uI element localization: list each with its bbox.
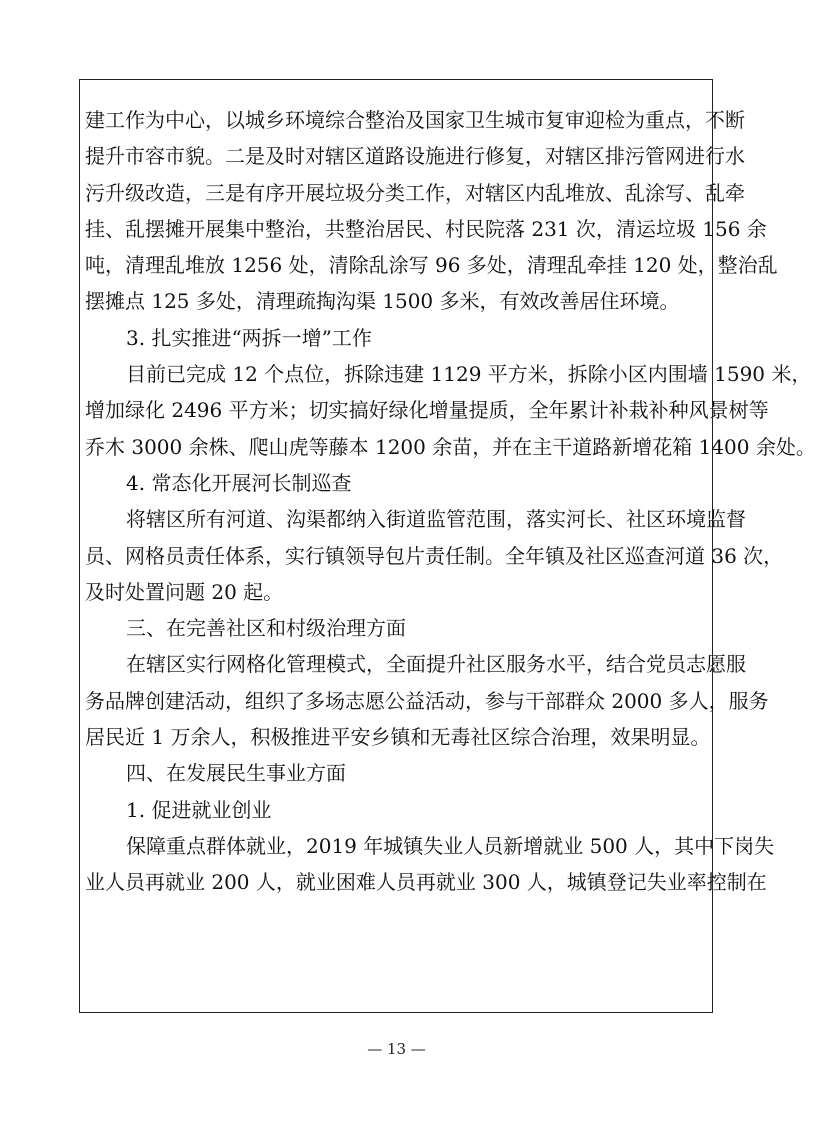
section-heading: 1. 促进就业创业 [126,797,272,822]
paragraph-line: 将辖区所有河道、沟渠都纳入街道监管范围，落实河长、社区环境监督 [126,507,746,532]
document-body [85,102,816,901]
paragraph-line: 在辖区实行网格化管理模式，全面提升社区服务水平，结合党员志愿服 [126,652,746,677]
paragraph-line: 居民近 1 万余人，积极推进平安乡镇和无毒社区综合治理，效果明显。 [85,725,711,750]
paragraph-line: 挂、乱摆摊开展集中整治，共整治居民、村民院落 231 次，清运垃圾 156 余 [85,216,767,241]
document-frame [79,79,816,1013]
section-heading: 4. 常态化开展河长制巡查 [126,470,352,495]
paragraph-line: 乔木 3000 余株、爬山虎等藤本 1200 余苗，并在主干道路新增花箱 1400 余处。 [85,434,816,459]
paragraph-line: 务品牌创建活动，组织了多场志愿公益活动，参与干部群众 2000 多人，服务 [85,688,769,713]
section-heading: 3. 扎实推进“两拆一增”工作 [126,325,372,350]
section-heading: 三、在完善社区和村级治理方面 [126,616,406,641]
paragraph-line: 建工作为中心，以城乡环境综合整治及国家卫生城市复审迎检为重点，不断 [85,108,745,132]
paragraph-line: 摆摊点 125 多处，清理疏掏沟渠 1500 多米，有效改善居住环境。 [85,289,680,314]
paragraph-line: 目前已完成 12 个点位，拆除违建 1129 平方米，拆除小区内围墙 1590 米， [126,362,812,387]
page-number: — 13 — [367,1040,426,1058]
paragraph-line: 增加绿化 2496 平方米；切实搞好绿化增量提质，全年累计补栽补种风景树等 [85,398,769,423]
paragraph-line: 员、网格员责任体系，实行镇领导包片责任制。全年镇及社区巡查河道 36 次， [85,543,784,568]
section-heading: 四、在发展民生事业方面 [126,761,346,786]
paragraph-line: 业人员再就业 200 人，就业困难人员再就业 300 人，城镇登记失业率控制在 [85,870,767,895]
paragraph-line: 吨，清理乱堆放 1256 处，清除乱涂写 96 多处，清理乱牵挂 120 处，整治乱 [85,253,778,278]
paragraph-line: 污升级改造，三是有序开展垃圾分类工作，对辖区内乱堆放、乱涂写、乱牵 [85,180,745,205]
paragraph-line: 及时处置问题 20 起。 [85,579,284,604]
paragraph-line: 提升市容市貌。二是及时对辖区道路设施进行修复，对辖区排污管网进行水 [85,144,745,169]
paragraph-line: 保障重点群体就业，2019 年城镇失业人员新增就业 500 人，其中下岗失 [126,833,775,858]
